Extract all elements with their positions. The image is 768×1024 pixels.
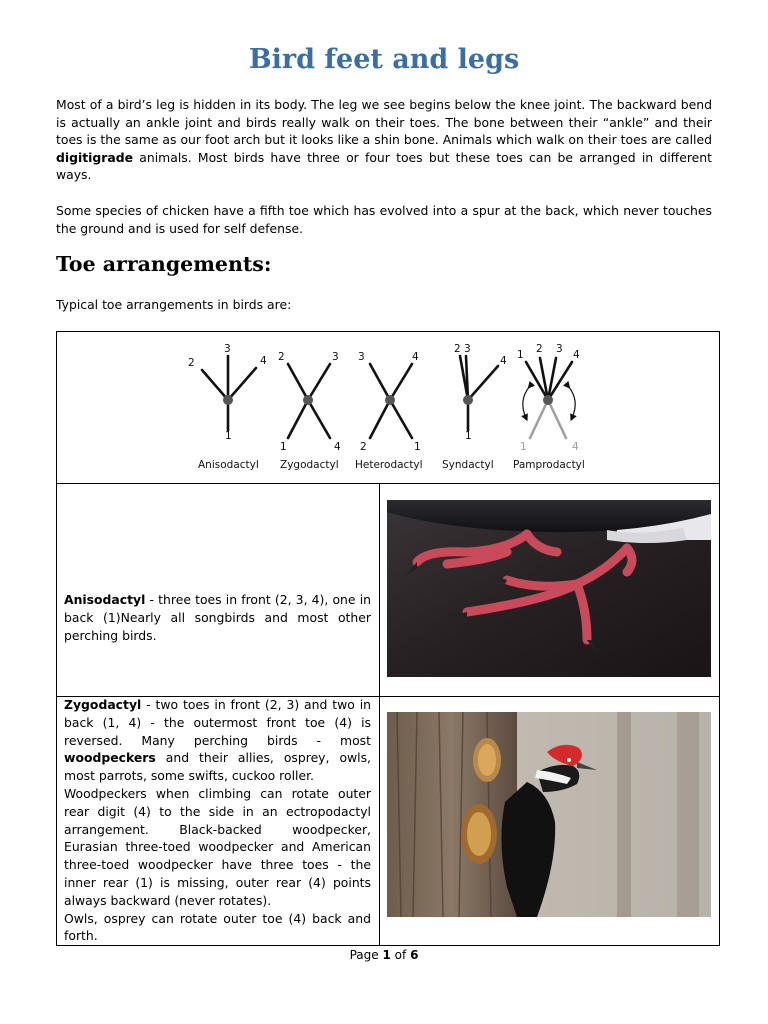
intro-paragraph (56, 96, 712, 184)
toe-number: 4 (500, 355, 507, 367)
ankle-joint (303, 395, 313, 405)
toe-number: 1 (465, 430, 472, 442)
diagram-label-pamprodactyl: Pamprodactyl (513, 459, 585, 471)
ankle-joint (543, 395, 553, 405)
description-text: - two toes in front (2, 3) and two in back (1, 4) - the outermost front toe (4) is reversed. Many perching birds - most (64, 697, 371, 748)
toe-number: 2 (536, 343, 543, 355)
ankle-joint (463, 395, 473, 405)
diagram-label-anisodactyl: Anisodactyl (198, 459, 259, 471)
ankle-joint (385, 395, 395, 405)
toe-number: 1 (520, 441, 527, 453)
toe-intro-text: Typical toe arrangements in birds are: (56, 297, 292, 312)
diagram-label-zygodactyl: Zygodactyl (280, 459, 339, 471)
toe-number: 1 (280, 441, 287, 453)
toe-number: 3 (224, 343, 231, 355)
description-text: Owls, osprey can rotate outer toe (4) back and forth. (64, 910, 371, 944)
toe-arrangement-diagram (180, 338, 600, 476)
term-woodpeckers: woodpeckers (64, 750, 156, 766)
syndactyl-foot (460, 356, 498, 430)
toe-number: 3 (332, 351, 339, 363)
toe-number: 4 (572, 441, 579, 453)
toe-number: 1 (225, 430, 232, 442)
toe-number: 4 (260, 355, 267, 367)
section-heading: Toe arrangements: (56, 252, 272, 276)
toe-number: 3 (358, 351, 365, 363)
diagram-label-syndactyl: Syndactyl (442, 459, 494, 471)
term-anisodactyl: Anisodactyl (64, 592, 146, 607)
table-column-divider (379, 483, 380, 946)
anisodactyl-foot (202, 356, 256, 430)
term-zygodactyl: Zygodactyl (64, 697, 142, 712)
toe-number: 1 (414, 441, 421, 453)
toe-number: 2 (188, 357, 195, 369)
toe-number: 4 (412, 351, 419, 363)
anisodactyl-feet-photo (387, 500, 711, 677)
woodpecker-photo (387, 712, 711, 917)
total-pages: 6 (410, 948, 419, 962)
diagram-label-heterodactyl: Heterodactyl (355, 459, 423, 471)
toe-number: 2 (360, 441, 367, 453)
ankle-joint (223, 395, 233, 405)
spur-paragraph: Some species of chicken have a fifth toe which has evolved into a spur at the back, which never touches the ground and is used for self defense. (56, 203, 712, 236)
toe-number: 2 3 (454, 343, 471, 355)
description-text: - three toes in front (2, 3, 4), one in back (1)Nearly all songbirds and most other perching birds. (64, 592, 371, 643)
current-page: 1 (382, 948, 391, 962)
page-title: Bird feet and legs (248, 44, 520, 75)
page-footer (0, 948, 768, 962)
digitigrade-term: digitigrade (56, 149, 134, 165)
description-text: Woodpeckers when climbing can rotate outer rear digit (4) to the side in an ectropodactyl arrangement. Black-backed woodpecker, Eurasian three-toed woodpecker and American three-toed woodpecker have three toes - the inner rear (1) is missing, outer rear (4) points always backward (never rotates). (64, 785, 371, 908)
page-of: of (394, 948, 407, 962)
paragraph-text: Most of a bird’s leg is hidden in its body. The leg we see begins below the knee joint. The backward bend is actually an ankle joint and birds really walk on their toes. The bone between their “ankle” and their toes is the same as our foot arch but it looks like a shin bone. Animals which walk on their toes are called (56, 97, 712, 148)
page-label: Page (349, 948, 379, 962)
toe-number: 1 (517, 349, 524, 361)
anisodactyl-description (64, 591, 371, 644)
toe-number: 4 (573, 349, 580, 361)
table-divider (56, 483, 720, 484)
paragraph-text: animals. Most birds have three or four toes but these toes can be arranged in different ways. (56, 149, 712, 183)
description-text: and their allies, osprey, owls, most parrots, some swifts, cuckoo roller. (64, 750, 371, 784)
toe-number: 3 (556, 343, 563, 355)
toe-number: 4 (334, 441, 341, 453)
toe-number: 2 (278, 351, 285, 363)
zygodactyl-description (64, 696, 371, 945)
